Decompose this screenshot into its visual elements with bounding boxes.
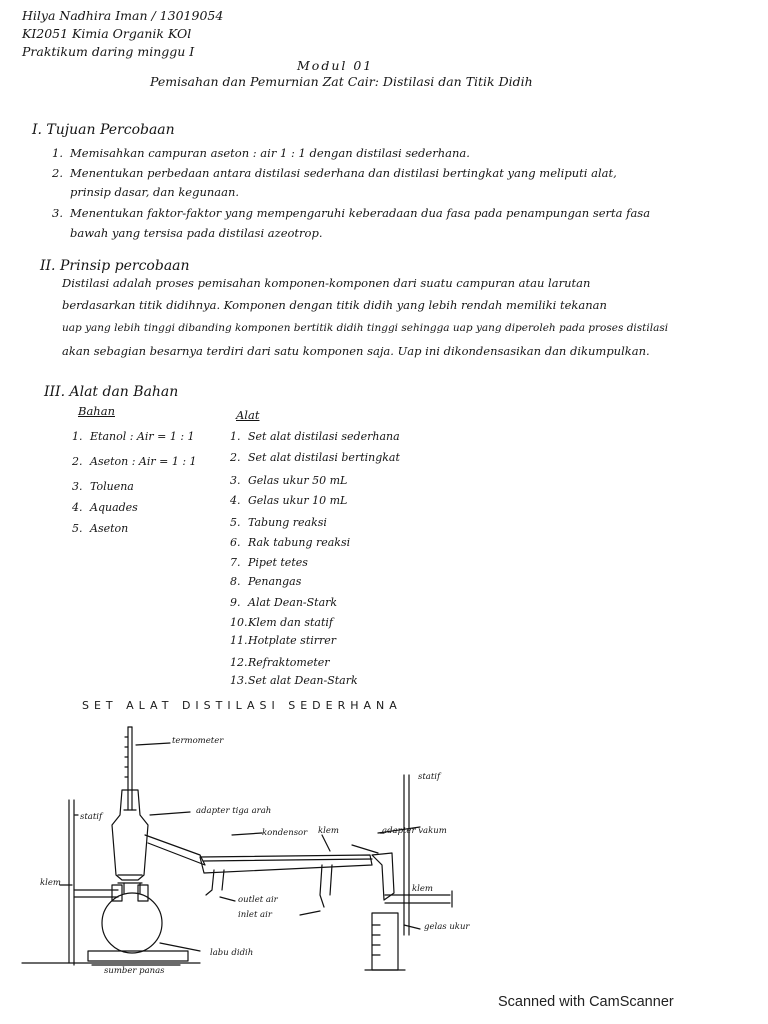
- alat-item-2: [230, 451, 400, 464]
- item-number: 3.: [230, 474, 241, 487]
- item-number: 1.: [72, 430, 83, 443]
- label-statif-right: statif: [418, 772, 441, 782]
- section2-line-4: akan sebagian besarnya terdiri dari satu komponen saja. Uap ini dikondensasikan dan dikumpulkan.: [62, 344, 650, 358]
- item-number: 8.: [230, 575, 241, 588]
- distillation-apparatus-diagram: [0, 715, 768, 985]
- item-text: Refraktometer: [248, 656, 330, 669]
- label-labu-didih: labu didih: [210, 948, 254, 958]
- item-number: 2.: [52, 166, 63, 180]
- water-inlet-tube: [320, 865, 324, 907]
- item-text: Etanol : Air = 1 : 1: [90, 430, 195, 443]
- item-text: Rak tabung reaksi: [248, 536, 351, 549]
- item-number: 3.: [72, 480, 83, 493]
- label-klem-left: klem: [40, 878, 61, 888]
- item-text: Menentukan faktor-faktor yang mempengaruhi keberadaan dua fasa pada penampungan serta fasa: [70, 206, 651, 220]
- label-sumber-panas: sumber panas: [104, 966, 165, 976]
- three-way-adapter: [112, 790, 148, 880]
- bahan-item-4: [72, 501, 138, 514]
- header-name-line: Hilya Nadhira Iman / 13019054: [22, 8, 224, 23]
- label-outlet-air: outlet air: [238, 895, 278, 905]
- item-text: Gelas ukur 10 mL: [248, 494, 348, 507]
- module-title: Pemisahan dan Pemurnian Zat Cair: Distilasi dan Titik Didih: [150, 74, 533, 89]
- section3-heading: III. Alat dan Bahan: [44, 384, 179, 400]
- module-number: Modul 01: [297, 58, 374, 73]
- label-statif-left: statif: [80, 812, 103, 822]
- section1-item-2-cont: prinsip dasar, dan kegunaan.: [70, 185, 240, 199]
- item-text: Klem dan statif: [248, 616, 333, 629]
- section1-item-3-cont: bawah yang tersisa pada distilasi azeotrop.: [70, 226, 323, 240]
- bahan-item-1: [72, 430, 195, 443]
- label-klem-right: klem: [412, 884, 433, 894]
- item-number: 4.: [72, 501, 83, 514]
- label-gelas-ukur: gelas ukur: [424, 922, 470, 932]
- alat-item-12: [230, 656, 330, 669]
- item-text: Alat Dean-Stark: [248, 596, 338, 609]
- adapter-side-arm: [145, 835, 205, 865]
- camscanner-watermark: Scanned with CamScanner: [498, 994, 674, 1010]
- alat-item-5: [230, 516, 327, 529]
- item-text: Set alat Dean-Stark: [248, 674, 358, 687]
- item-number: 5.: [230, 516, 241, 529]
- alat-item-9: [230, 596, 337, 609]
- item-number: 6.: [230, 536, 241, 549]
- measuring-cylinder: [372, 913, 398, 970]
- alat-item-13: [230, 674, 358, 687]
- label-adapter-vakum: adapter vakum: [382, 826, 447, 836]
- item-text: Penangas: [248, 575, 302, 588]
- alat-item-8: [230, 575, 301, 588]
- section2-line-3: uap yang lebih tinggi dibanding komponen bertitik didih tinggi sehingga uap yang diperoleh pada proses distilasi: [62, 322, 669, 334]
- item-text: Pipet tetes: [248, 556, 308, 569]
- section2-heading: II. Prinsip percobaan: [40, 258, 190, 274]
- alat-item-7: [230, 556, 308, 569]
- item-text: Aquades: [90, 501, 138, 514]
- item-number: 12.: [230, 656, 248, 669]
- item-number: 5.: [72, 522, 83, 535]
- item-number: 9.: [230, 596, 241, 609]
- item-number: 11.: [230, 634, 248, 647]
- condenser-jacket: [200, 855, 372, 873]
- item-text: Toluena: [90, 480, 134, 493]
- section1-item-1: [52, 146, 470, 160]
- item-text: Memisahkan campuran aseton : air 1 : 1 dengan distilasi sederhana.: [70, 146, 470, 160]
- item-number: 4.: [230, 494, 241, 507]
- header-course-line: KI2051 Kimia Organik KOl: [22, 26, 192, 41]
- item-text: Aseton : Air = 1 : 1: [90, 455, 197, 468]
- item-number: 2.: [72, 455, 83, 468]
- alat-item-3: [230, 474, 347, 487]
- alat-item-4: [230, 494, 347, 507]
- item-number: 13.: [230, 674, 248, 687]
- alat-item-10: [230, 616, 333, 629]
- section1-heading: I. Tujuan Percobaan: [32, 122, 175, 138]
- item-number: 2.: [230, 451, 241, 464]
- alat-item-6: [230, 536, 350, 549]
- alat-heading: Alat: [236, 408, 260, 422]
- alat-item-1: [230, 430, 400, 443]
- item-text: Aseton: [90, 522, 129, 535]
- bahan-item-5: [72, 522, 128, 535]
- header-practicum-line: Praktikum daring minggu I: [22, 44, 195, 59]
- vacuum-adapter: [372, 853, 394, 900]
- bahan-item-3: [72, 480, 134, 493]
- bahan-item-2: [72, 455, 197, 468]
- section1-item-3: [52, 206, 650, 220]
- label-termometer: termometer: [172, 736, 224, 746]
- diagram-title: SET ALAT DISTILASI SEDERHANA: [82, 699, 402, 712]
- item-number: 1.: [230, 430, 241, 443]
- item-text: Gelas ukur 50 mL: [248, 474, 348, 487]
- item-text: Hotplate stirrer: [248, 634, 337, 647]
- section2-line-1: Distilasi adalah proses pemisahan komponen-komponen dari suatu campuran atau larutan: [62, 276, 591, 290]
- item-text: Menentukan perbedaan antara distilasi sederhana dan distilasi bertingkat yang meliputi alat,: [70, 166, 617, 180]
- item-text: Set alat distilasi bertingkat: [248, 451, 400, 464]
- water-outlet-tube: [206, 870, 214, 895]
- item-text: Set alat distilasi sederhana: [248, 430, 400, 443]
- item-text: Tabung reaksi: [248, 516, 327, 529]
- item-number: 1.: [52, 146, 63, 160]
- boiling-flask: [102, 893, 162, 953]
- label-klem-top: klem: [318, 826, 339, 836]
- section1-item-2: [52, 166, 617, 180]
- item-number: 3.: [52, 206, 63, 220]
- item-number: 7.: [230, 556, 241, 569]
- alat-item-11: [230, 634, 336, 647]
- label-adapter-tiga-arah: adapter tiga arah: [196, 806, 272, 816]
- label-inlet-air: inlet air: [238, 910, 272, 920]
- section2-line-2: berdasarkan titik didihnya. Komponen dengan titik didih yang lebih rendah memiliki tekanan: [62, 298, 607, 312]
- label-kondensor: kondensor: [262, 828, 308, 838]
- bahan-heading: Bahan: [78, 404, 115, 418]
- item-number: 10.: [230, 616, 248, 629]
